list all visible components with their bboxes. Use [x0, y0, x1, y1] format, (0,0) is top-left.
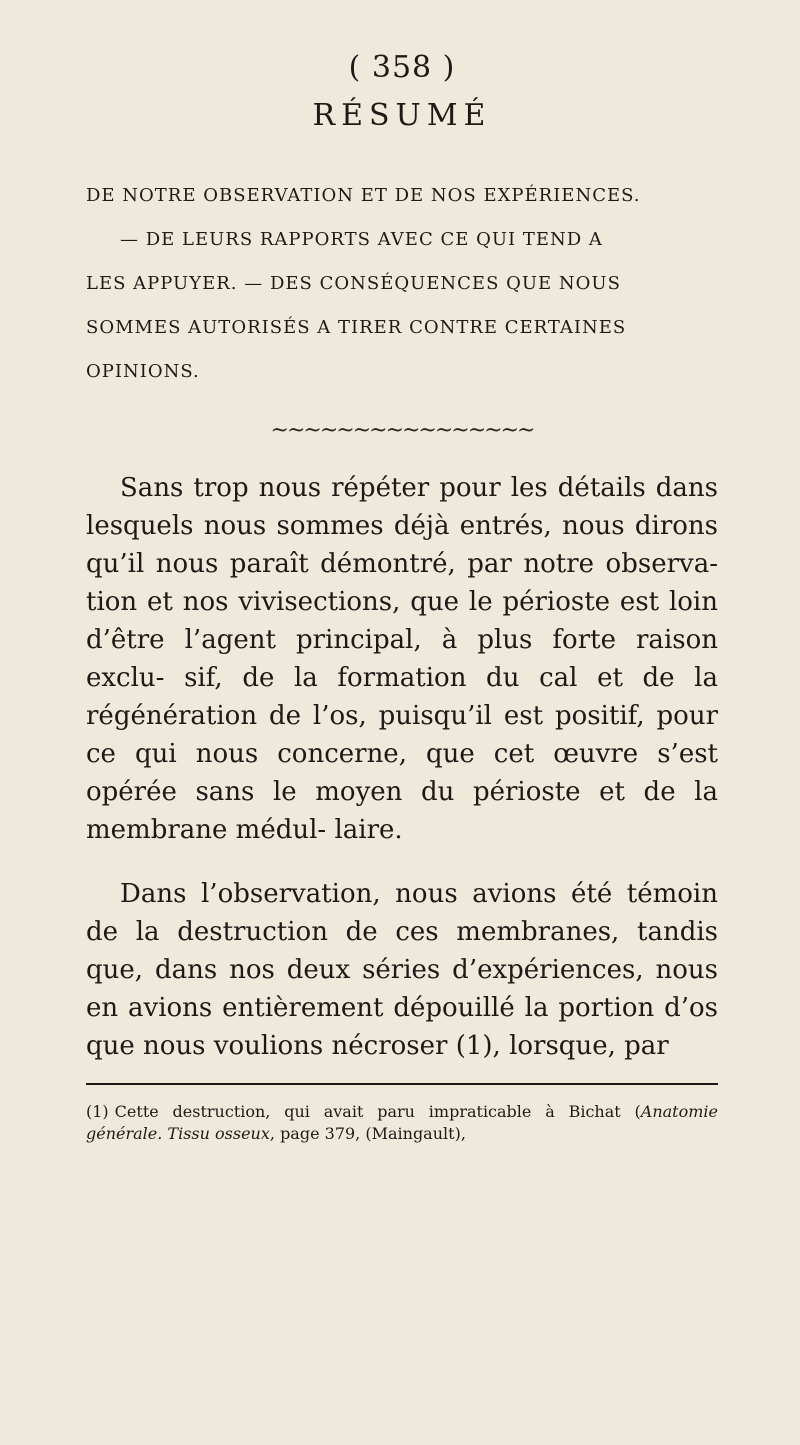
paragraph: Dans l’observation, nous avions été témoin de la destruction de ces membranes, tandis que, dans nos deux séries d’expériences, nous en avions entièrement dépouillé la portion d’os que nous voulions nécroser (1), lorsque, par [86, 879, 718, 1061]
footnote-text-tail: , page 379, (Maingault), [269, 1124, 466, 1143]
decorative-ornament: ~~~~~~~~~~~~~~~~ [270, 418, 534, 443]
summary-line: — DE LEURS RAPPORTS AVEC CE QUI TEND A [120, 229, 603, 250]
footnote-text: Cette destruction, qui avait paru impraticable à Bichat ( [114, 1102, 641, 1121]
footnote [86, 1101, 718, 1145]
paragraph: Sans trop nous répéter pour les détails dans lesquels nous sommes déjà entrés, nous dirons qu’il nous paraît démontré, par notre observa- tion et nos vivisections, que le périoste est loin d’être l’agent principal, à plus forte raison exclu- sif, de la formation du cal et de la régénération de l’os, puisqu’il est positif, pour ce qui nous concerne, que cet œuvre s’est opérée sans le moyen du périoste et de la membrane médul- laire. [86, 473, 718, 845]
chapter-summary [86, 174, 718, 394]
footnote-marker: (1) [86, 1102, 109, 1121]
section-title: RÉSUMÉ [312, 98, 492, 133]
summary-line: LES APPUYER. — DES CONSÉQUENCES QUE NOUS [86, 273, 621, 294]
summary-line: DE NOTRE OBSERVATION ET DE NOS EXPÉRIENCES. [86, 185, 641, 206]
summary-line: OPINIONS. [86, 361, 200, 382]
page-number: ( 358 ) [348, 50, 456, 85]
summary-line: SOMMES AUTORISÉS A TIRER CONTRE CERTAINES [86, 317, 627, 338]
footnote-divider [86, 1083, 718, 1085]
footnote-citation: Anatomie générale. Tissu osseux [86, 1102, 718, 1143]
main-text [86, 469, 718, 1065]
